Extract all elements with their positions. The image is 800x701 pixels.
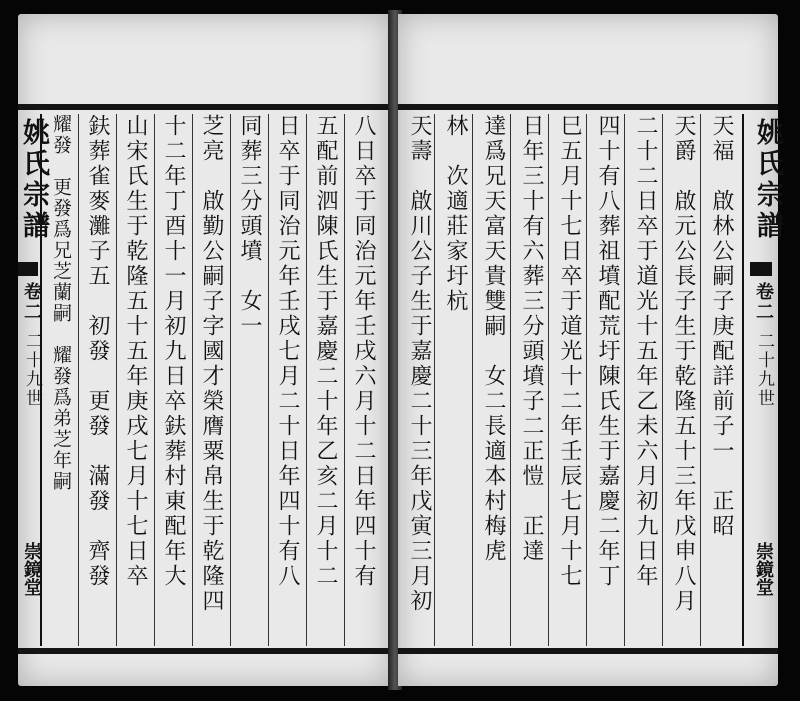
banner-border [742,114,744,646]
text-column: 天福 啟林公嗣子庚配詳前子一 正昭 [709,114,734,539]
column-divider [192,114,193,646]
right-page [398,14,783,686]
text-column: 二十二日卒于道光十五年乙未六月初九日年 [633,114,658,589]
text-column: 達爲兄天富天貴雙嗣 女二長適本村梅虎 [481,114,506,564]
book-title-banner: 姚氏宗譜 [18,118,49,242]
column-divider [434,114,435,646]
text-column: 日卒于同治元年壬戌七月二十日年四十有八 [275,114,300,589]
text-column: 天壽 啟川公子生于嘉慶二十三年戊寅三月初 [407,114,432,614]
text-column: 八日卒于同治元年壬戌六月十二日年四十有 [351,114,376,589]
top-rule [398,104,778,110]
text-column: 同葬三分頭墳 女一 [237,114,262,339]
text-column: 天爵 啟元公長子生于乾隆五十三年戊申八月 [671,114,696,614]
column-divider [230,114,231,646]
generation-label: 二十九世 [754,332,774,408]
text-column: 耀發 更發爲兄芝蘭嗣 耀發爲弟芝年嗣 [50,114,72,492]
column-divider [268,114,269,646]
column-divider [78,114,79,646]
text-column: 五配前泗陳氏生于嘉慶二十年乙亥二月十二 [313,114,338,589]
text-column: 日年三十有六葬三分頭墳子二正愷 正達 [519,114,544,564]
column-divider [624,114,625,646]
column-divider [510,114,511,646]
text-column: 四十有八葬祖墳配荒圩陳氏生于嘉慶二年丁 [595,114,620,589]
top-rule [18,104,390,110]
volume-label: 卷二 [753,282,774,322]
text-column: 十二年丁酉十一月初九日卒鈇葬村東配年大 [161,114,186,589]
text-column: 山宋氏生于乾隆五十五年庚戌七月十七日卒 [123,114,148,589]
volume-label: 卷二 [21,282,42,322]
column-divider [344,114,345,646]
column-divider [306,114,307,646]
column-divider [472,114,473,646]
column-divider [116,114,117,646]
fishtail-mark [750,262,772,276]
left-page [18,14,390,686]
bottom-rule [398,648,778,654]
text-column: 巳五月十七日卒于道光十二年壬辰七月十七 [557,114,582,589]
text-column: 鈇葬雀麥灘子五 初發 更發 滿發 齊發 [85,114,110,589]
text-column: 芝亮 啟勤公嗣子字國才榮膺粟帛生于乾隆四 [199,114,224,614]
column-divider [700,114,701,646]
column-divider [154,114,155,646]
generation-label: 二十九世 [22,332,42,408]
column-divider [662,114,663,646]
column-divider [586,114,587,646]
text-column: 林 次適莊家圩杭 [443,114,468,314]
bottom-rule [18,648,390,654]
hall-name: 崇鏡堂 [753,542,774,596]
book-title-banner: 姚氏宗譜 [752,118,783,242]
column-divider [548,114,549,646]
fishtail-mark [18,262,38,276]
hall-name: 崇鏡堂 [21,542,42,596]
